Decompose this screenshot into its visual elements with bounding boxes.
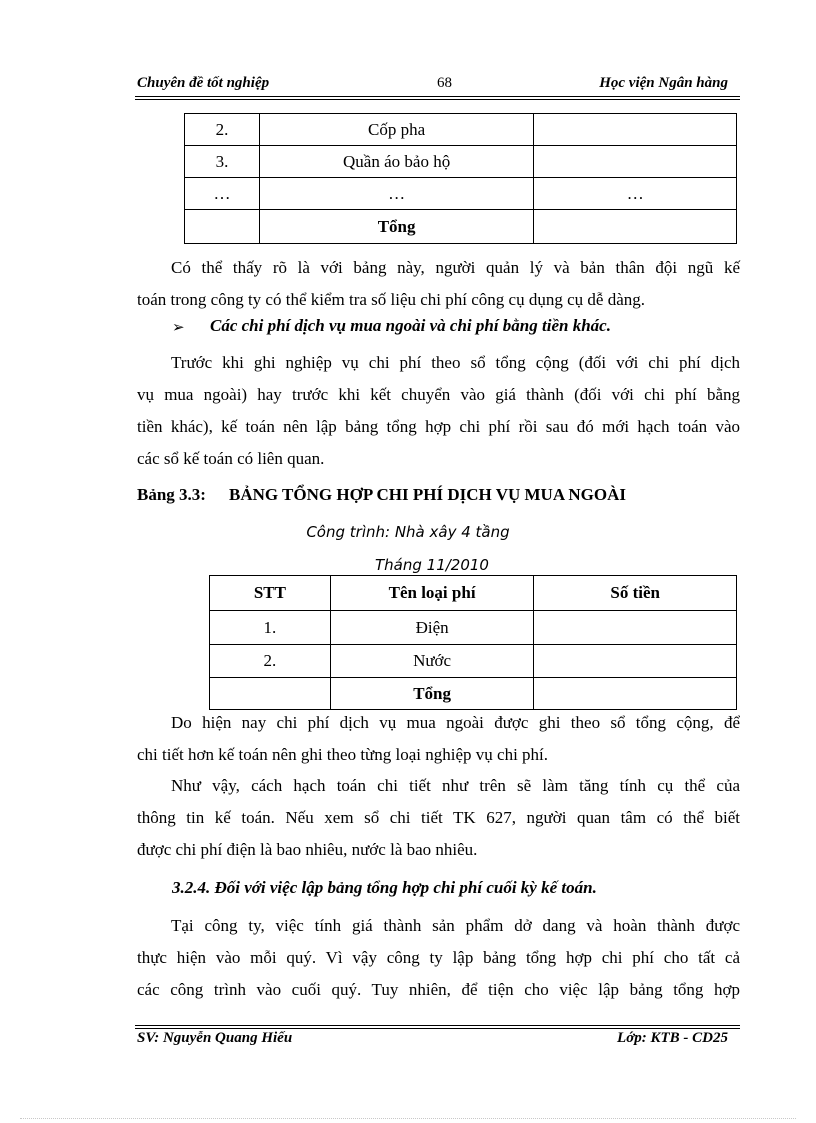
column-header: Tên loại phí <box>330 576 534 611</box>
text-line: thực hiện vào mỗi quý. Vì vậy công ty lập bảng tổng hợp chi phí cho tất cả <box>137 948 740 967</box>
table-cell: 3. <box>185 146 260 178</box>
text-line: thông tin kế toán. Nếu xem sổ chi tiết TK 627, người quan tâm có thể biết <box>137 808 740 827</box>
table-cell: … <box>259 178 534 210</box>
text-line: được chi phí điện là bao nhiêu, nước là bao nhiêu. <box>137 840 478 859</box>
table-row <box>210 611 737 645</box>
table-cell: Nước <box>330 645 534 678</box>
paragraph <box>137 770 740 866</box>
table-title <box>137 485 626 505</box>
text-line: các sổ kế toán có liên quan. <box>137 449 325 468</box>
text-line: các công trình vào cuối quý. Tuy nhiên, để tiện cho việc lập bảng tổng hợp <box>137 980 740 999</box>
table-cell: 2. <box>185 114 260 146</box>
text-line: Do hiện nay chi phí dịch vụ mua ngoài được ghi theo sổ tổng cộng, để <box>171 713 740 732</box>
text-line: Trước khi ghi nghiệp vụ chi phí theo sổ tổng cộng (đối với chi phí dịch <box>171 353 740 372</box>
footer-rule <box>135 1028 740 1029</box>
page-edge-divider <box>20 1118 796 1119</box>
table-cell <box>534 210 737 244</box>
header-document-title: Chuyên đề tốt nghiệp <box>137 75 270 91</box>
table-cell <box>534 146 737 178</box>
table-cell <box>210 678 331 710</box>
table-row <box>185 178 737 210</box>
column-header: Số tiền <box>534 576 737 611</box>
table-cell: Quần áo bảo hộ <box>259 146 534 178</box>
table-row <box>185 114 737 146</box>
page-number: 68 <box>437 75 452 91</box>
text-line: Tại công ty, việc tính giá thành sản phẩm dở dang và hoàn thành được <box>171 916 740 935</box>
table-cell <box>534 611 737 645</box>
arrow-bullet-icon: ➢ <box>172 320 185 336</box>
tools-cost-table-continued <box>184 113 737 244</box>
table-header-row <box>210 576 737 611</box>
outsourced-services-cost-table <box>209 575 737 710</box>
table-number: Bảng 3.3: <box>137 485 206 504</box>
footer-class: Lớp: KTB - CD25 <box>617 1030 728 1046</box>
text-line: toán trong công ty có thể kiểm tra số liệu chi phí công cụ dụng cụ dễ dàng. <box>137 290 645 309</box>
text-line: chi tiết hơn kế toán nên ghi theo từng loại nghiệp vụ chi phí. <box>137 745 549 764</box>
paragraph <box>137 347 740 475</box>
footer-student-name: SV: Nguyễn Quang Hiếu <box>137 1030 293 1046</box>
header-rule <box>135 96 740 97</box>
table-row <box>185 146 737 178</box>
text-line: Như vậy, cách hạch toán chi tiết như trên sẽ làm tăng tính cụ thể của <box>171 776 740 795</box>
section-heading: 3.2.4. Đối với việc lập bảng tổng hợp chi phí cuối kỳ kế toán. <box>172 878 597 897</box>
column-header: STT <box>210 576 331 611</box>
text-line: Có thể thấy rõ là với bảng này, người quản lý và bản thân đội ngũ kế <box>171 258 740 277</box>
paragraph <box>137 910 740 1006</box>
header-rule-thin <box>135 99 740 100</box>
table-total-row <box>185 210 737 244</box>
table-title-text: BẢNG TỔNG HỢP CHI PHÍ DỊCH VỤ MUA NGOÀI <box>229 485 627 504</box>
table-cell: Cốp pha <box>259 114 534 146</box>
table-cell: … <box>185 178 260 210</box>
table-total-label: Tổng <box>259 210 534 244</box>
table-cell <box>534 645 737 678</box>
table-cell <box>534 678 737 710</box>
table-total-row <box>210 678 737 710</box>
bullet-heading: Các chi phí dịch vụ mua ngoài và chi phí bằng tiền khác. <box>210 316 611 335</box>
text-line: tiền khác), kế toán nên lập bảng tổng hợp chi phí rồi sau đó mới hạch toán vào <box>137 417 740 436</box>
header-institution: Học viện Ngân hàng <box>599 75 728 91</box>
paragraph <box>137 707 740 771</box>
month-caption: Tháng 11/2010 <box>375 556 489 574</box>
project-caption: Công trình: Nhà xây 4 tầng <box>306 523 510 541</box>
text-line: vụ mua ngoài) hay trước khi kết chuyển vào giá thành (đối với chi phí bằng <box>137 385 740 404</box>
table-cell: … <box>534 178 737 210</box>
table-cell <box>534 114 737 146</box>
table-cell <box>185 210 260 244</box>
footer-rule-thin <box>135 1025 740 1026</box>
table-row <box>210 645 737 678</box>
table-cell: 2. <box>210 645 331 678</box>
paragraph <box>137 252 740 316</box>
table-cell: 1. <box>210 611 331 645</box>
table-cell: Điện <box>330 611 534 645</box>
table-total-label: Tổng <box>330 678 534 710</box>
